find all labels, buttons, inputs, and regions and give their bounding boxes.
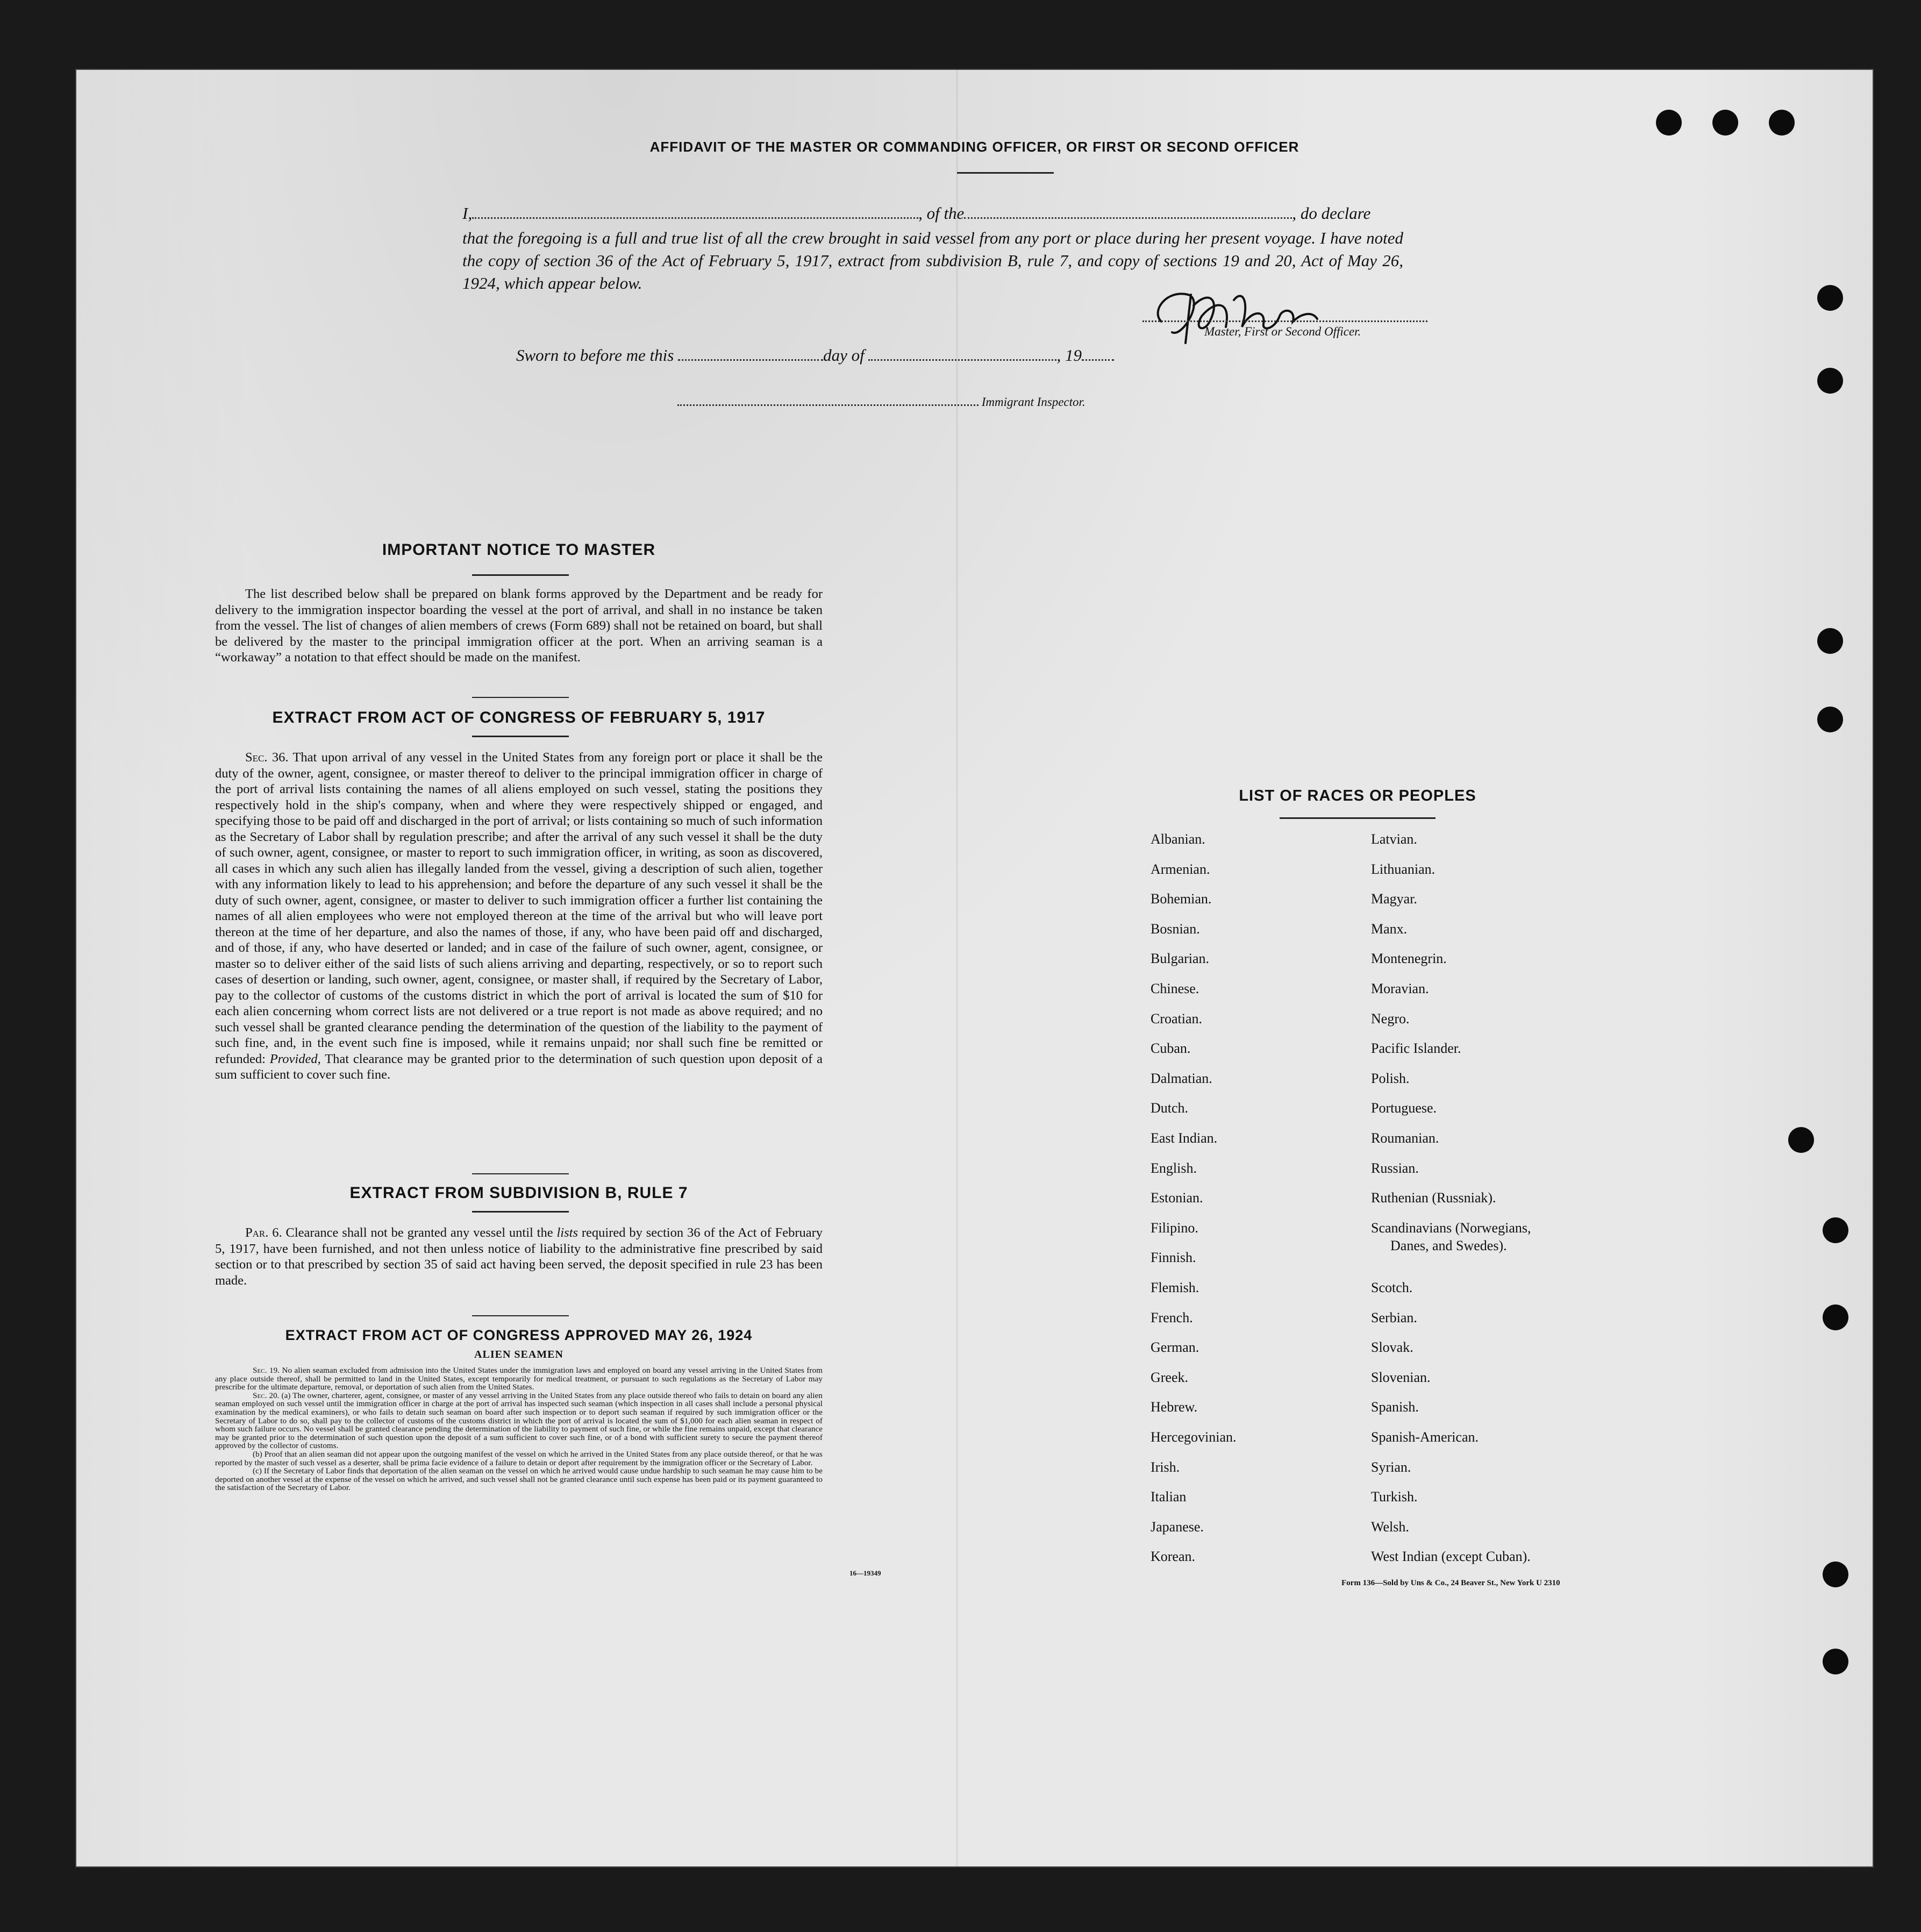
- form-number: 16—19349: [849, 1569, 881, 1577]
- race-item: Korean.: [1151, 1549, 1196, 1565]
- race-item: Flemish.: [1151, 1280, 1199, 1295]
- notice-heading: IMPORTANT NOTICE TO MASTER: [382, 541, 656, 559]
- affidavit-title: AFFIDAVIT OF THE MASTER OR COMMANDING OFFICER, OR FIRST OR SECOND OFFICER: [649, 139, 1299, 155]
- race-item: Armenian.: [1151, 861, 1210, 877]
- race-item: English.: [1151, 1160, 1197, 1176]
- sec-19-label: Sec. 19.: [253, 1366, 280, 1375]
- race-item: East Indian.: [1151, 1130, 1218, 1146]
- race-item: Bulgarian.: [1151, 951, 1210, 967]
- section-divider: [472, 697, 569, 698]
- race-item: Filipino.: [1151, 1220, 1198, 1236]
- punch-hole: [1788, 1127, 1814, 1153]
- race-item: Slovenian.: [1371, 1369, 1431, 1385]
- sworn-year-field[interactable]: [1082, 345, 1114, 361]
- punch-hole: [1817, 285, 1843, 311]
- race-item: Portuguese.: [1371, 1100, 1437, 1116]
- race-item: Croatian.: [1151, 1010, 1203, 1026]
- sec-20-label: Sec. 20.: [253, 1391, 280, 1400]
- race-item: Slovak.: [1371, 1339, 1413, 1356]
- race-item: West Indian (except Cuban).: [1371, 1549, 1531, 1565]
- proviso-label: Provided,: [269, 1051, 321, 1066]
- race-item: Moravian.: [1371, 981, 1429, 996]
- race-item: Scandinavians (Norwegians,: [1371, 1220, 1531, 1236]
- race-item: German.: [1151, 1339, 1199, 1356]
- extract-1924-text: [215, 1367, 823, 1493]
- races-title: LIST OF RACES OR PEOPLES: [1239, 787, 1476, 804]
- sec-20a-paragraph: [215, 1392, 823, 1451]
- race-item: Turkish.: [1371, 1489, 1418, 1505]
- race-item: Dalmatian.: [1151, 1070, 1212, 1086]
- notice-text: The list described below shall be prepared on blank forms approved by the Department and be ready for delivery to the immigration inspector boarding the vessel at the port of arrival, and shall in no instance be taken from the vessel. The list of changes of alien members of crews (Form 689) shall not be retained on board, but shall be delivered by the master to the principal immigration officer at the port. When an arriving seaman is a “workaway” a notation to that effect should be made on the manifest.: [215, 587, 823, 665]
- race-item: Ruthenian (Russniak).: [1371, 1190, 1496, 1206]
- race-item: Lithuanian.: [1371, 861, 1436, 877]
- sworn-month-field[interactable]: [868, 345, 1056, 361]
- race-item: Danes, and Swedes).: [1390, 1238, 1507, 1254]
- race-item: Montenegrin.: [1371, 951, 1447, 967]
- race-item: Magyar.: [1371, 891, 1417, 907]
- page-fold: [956, 69, 958, 1867]
- vessel-name-field[interactable]: [964, 203, 1292, 219]
- race-item: Dutch.: [1151, 1100, 1189, 1116]
- punch-hole: [1769, 110, 1795, 136]
- race-item: Negro.: [1371, 1010, 1410, 1026]
- race-item: Greek.: [1151, 1369, 1189, 1385]
- sec-20b-paragraph: (b) Proof that an alien seaman did not appear upon the outgoing manifest of the vessel on which he arrived in the United States from any place outside thereof, or that he was reported by the master of such vessel as a deserter, shall be prima facie evidence of a failure to detain or deport after requirement by the immigration officer or the Secretary of Labor.: [215, 1450, 823, 1467]
- sec-19-text: No alien seaman excluded from admission into the United States under the immigration laws and employed on board any vessel arriving in the United States from any place outside thereof, shall be permitted to land in the United States, except temporarily for medical treatment, or pursuant to such regulations as the Secretary of Labor may prescribe for the ultimate departure, removal, or deportation of such alien from the United States.: [215, 1366, 823, 1392]
- extract-1924-heading: EXTRACT FROM ACT OF CONGRESS APPROVED MAY 26, 1924: [285, 1327, 753, 1343]
- sec-20a-text: (a) The owner, charterer, agent, consignee, or master of any vessel arriving in the United States from any place outside thereof who fails to detain on board any alien seaman employed on such vessel until the immigration officer in charge at the port of arrival has inspected such seaman (which inspection in all cases shall include a personal physical examination by the medical examiners), or who fails to detain such seaman on board after such inspection or to deport such seaman if required by such immigration officer or the Secretary of Labor to do so, shall pay to the collector of customs of the customs district in which the port of arrival is located the sum of $1,000 for each alien seaman in respect of whom such failure occurs. No vessel shall be granted clearance pending the determination of the liability to payment of such fine, or while the fine remains unpaid, except that clearance may be granted prior to the determination of such question upon the deposit of a sum sufficient to cover such fine, or of a bond with sufficient surety to secure the payment thereof approved by the collector of customs.: [215, 1391, 823, 1451]
- race-item: Latvian.: [1371, 831, 1417, 847]
- sworn-line: [516, 345, 1114, 365]
- race-item: French.: [1151, 1309, 1193, 1325]
- extract-1917-rule: [472, 736, 569, 737]
- race-item: Syrian.: [1371, 1459, 1411, 1475]
- section-divider: [472, 1173, 569, 1174]
- punch-hole: [1823, 1217, 1848, 1243]
- race-item: Hercegovinian.: [1151, 1429, 1237, 1445]
- race-item: Cuban.: [1151, 1040, 1191, 1057]
- extract-1917-text: [215, 750, 823, 1083]
- race-item: Bosnian.: [1151, 921, 1200, 937]
- affidavit-body: that the foregoing is a full and true list of all the crew brought in said vessel from any port or place during her present voyage. I have noted the copy of section 36 of the Act of February 5, 1917, extract from subdivision B, rule 7, and copy of sections 19 and 20, Act of May 26, 1924, which appear below.: [462, 229, 1403, 293]
- race-item: Russian.: [1371, 1160, 1419, 1176]
- signature-line[interactable]: [1142, 320, 1427, 322]
- race-item: Bohemian.: [1151, 891, 1212, 907]
- punch-hole: [1817, 368, 1843, 394]
- declare-label: , do declare: [1292, 204, 1371, 223]
- section-36-text: That upon arrival of any vessel in the United States from any foreign port or place it shall be the duty of the owner, agent, consignee, or master thereof to deliver to the principal immigration officer in charge of the port of arrival lists containing the names of all aliens employed on such vessel, stating the positions they respectively hold in the ship's company, when and where they were respectively shipped or engaged, and specifying those to be paid off and discharged in the port of arrival; or lists containing so much of such information as the Secretary of Labor shall by regulation prescribe; and after the arrival of any such vessel it shall be the duty of such owner, agent, consignee, or master to report to such immigration officer, in writing, as soon as discovered, all cases in which any such alien has illegally landed from the vessel, giving a description of such alien, together with any information likely to lead to his apprehension; and before the departure of any such vessel it shall be the duty of such owner, agent, consignee, or master to deliver to such immigration officer a further list containing the names of all alien employees who were not employed thereon at the time of the arrival but who will leave port thereon at the time of her departure, and also the names of those, if any, who have been paid off and discharged, and of those, if any, who have deserted or landed; and in case of the failure of such owner, agent, consignee, or master so to deliver either of the said lists of such aliens arriving and departing, respectively, or so to report such cases of desertion or landing, such owner, agent, consignee, or master shall, if required by the Secretary of Labor, pay to the collector of customs of the customs district in which the port of arrival is located the sum of $10 for each alien concerning whom correct lists are not delivered or a true report is not made as above required; and no such vessel shall be granted clearance pending the determination of the question of the liability to the payment of such fine, and, in the event such fine is imposed, while it remains unpaid; nor shall such fine be remitted or refunded:: [215, 750, 823, 1066]
- punch-hole: [1823, 1562, 1848, 1587]
- punch-hole: [1817, 707, 1843, 732]
- sworn-label: Sworn to before me this: [516, 346, 674, 365]
- sworn-day-field[interactable]: [678, 345, 823, 361]
- vessel-label: , of the: [918, 204, 965, 223]
- race-item: Polish.: [1371, 1070, 1410, 1086]
- extract-1924-subheading: ALIEN SEAMEN: [474, 1349, 563, 1360]
- signature-caption: Master, First or Second Officer.: [1204, 325, 1361, 338]
- race-item: Welsh.: [1371, 1518, 1409, 1535]
- race-item: Serbian.: [1371, 1309, 1417, 1325]
- race-item: Spanish-American.: [1371, 1429, 1479, 1445]
- race-item: Roumanian.: [1371, 1130, 1439, 1146]
- title-rule: [957, 172, 1054, 174]
- lists-word: lists: [556, 1225, 578, 1240]
- extract-rule7-text: [215, 1225, 823, 1288]
- race-item: Hebrew.: [1151, 1399, 1198, 1415]
- race-item: Pacific Islander.: [1371, 1040, 1461, 1057]
- notice-rule: [472, 574, 569, 576]
- punch-hole: [1823, 1649, 1848, 1674]
- paragraph-label: Par. 6.: [245, 1225, 282, 1240]
- inspector-line: [677, 390, 1086, 409]
- signature: [1140, 279, 1419, 354]
- affidavit-declaration-line: [462, 203, 1403, 223]
- race-item: Irish.: [1151, 1459, 1180, 1475]
- race-item: Chinese.: [1151, 981, 1199, 996]
- race-item: Italian: [1151, 1489, 1187, 1505]
- proviso-text: That clearance may be granted prior to the determination of such question upon deposit of a sum sufficient to cover such fine.: [215, 1051, 823, 1082]
- form-footer: Form 136—Sold by Uns & Co., 24 Beaver St., New York U 2310: [1341, 1579, 1560, 1587]
- punch-hole: [1712, 110, 1738, 136]
- race-item: Japanese.: [1151, 1518, 1204, 1535]
- sec-19-paragraph: [215, 1367, 823, 1392]
- declarant-label: I,: [462, 204, 473, 223]
- sec-20c-paragraph: (c) If the Secretary of Labor finds that deportation of the alien seaman on the vessel on which he arrived would cause undue hardship to such seaman he may cause him to be deported on another vessel at the expense of the vessel on which he arrived, and such vessel shall not be granted clearance until such expense has been paid or its payment guaranteed to the satisfaction of the Secretary of Labor.: [215, 1467, 823, 1493]
- races-rule: [1280, 817, 1436, 819]
- inspector-caption: Immigrant Inspector.: [981, 395, 1086, 409]
- race-item: Estonian.: [1151, 1190, 1203, 1206]
- extract-rule7-heading: EXTRACT FROM SUBDIVISION B, RULE 7: [349, 1184, 688, 1202]
- race-item: Manx.: [1371, 921, 1408, 937]
- paragraph-text-a: Clearance shall not be granted any vessel until the: [285, 1225, 553, 1240]
- extract-rule7-rule: [472, 1211, 569, 1213]
- punch-hole: [1817, 628, 1843, 654]
- race-item: Albanian.: [1151, 831, 1205, 847]
- paragraph-text-b: required by section 36 of the Act of February 5, 1917, have been furnished, and not then unless notice of liability to the administrative fine prescribed by said section or to that prescribed by section 35 of said act having been served, the deposit specified in rule 23 has been made.: [215, 1225, 823, 1288]
- race-item: Finnish.: [1151, 1250, 1196, 1266]
- document-page: [75, 69, 1874, 1867]
- sworn-year-label: , 19: [1056, 346, 1082, 365]
- section-label: Sec. 36.: [245, 750, 289, 765]
- inspector-signature-field[interactable]: [677, 390, 979, 406]
- extract-1917-heading: EXTRACT FROM ACT OF CONGRESS OF FEBRUARY 5, 1917: [272, 709, 766, 726]
- punch-hole: [1656, 110, 1682, 136]
- race-item: Spanish.: [1371, 1399, 1419, 1415]
- section-divider: [472, 1315, 569, 1316]
- sworn-day-label: day of: [823, 346, 865, 365]
- punch-hole: [1823, 1304, 1848, 1330]
- race-item: Scotch.: [1371, 1280, 1413, 1295]
- declarant-name-field[interactable]: [472, 203, 918, 219]
